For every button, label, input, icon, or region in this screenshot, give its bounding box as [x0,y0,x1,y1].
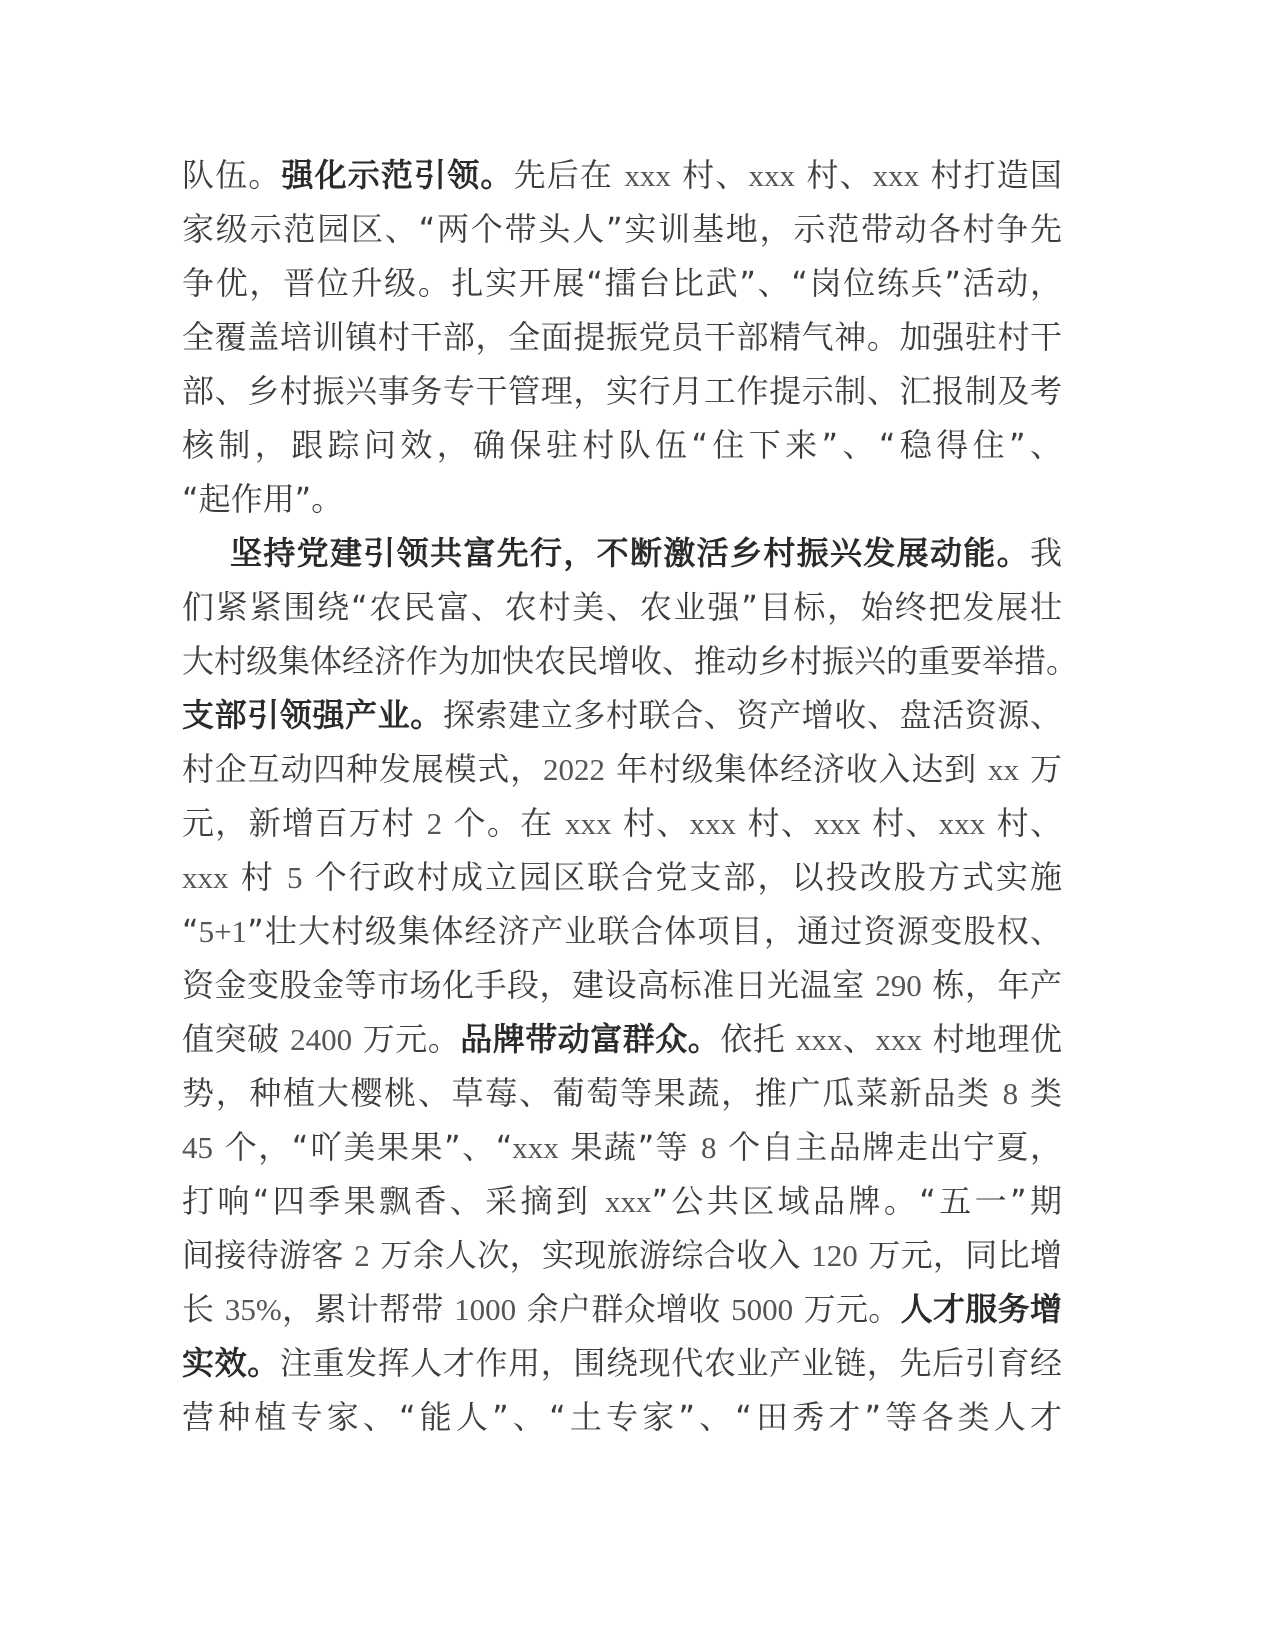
body-text: 个自主品牌走出宁夏， [716,1128,1062,1166]
text-line [182,742,1062,796]
number-text: xxx [564,806,612,841]
number-text: xx [987,752,1019,787]
text-line [182,472,1062,526]
bold-heading-text: 支部引领强产业。 [182,696,443,734]
number-text: xxx [624,158,671,193]
text-line [182,418,1062,472]
body-text: 队伍。 [182,156,282,194]
body-text: 村地理优 [921,1020,1062,1058]
text-line [182,580,1062,634]
number-text: 2 [426,806,443,841]
body-text: 果蔬”等 [558,1128,701,1166]
body-text: 、 [842,1020,876,1058]
number-text: xxx [748,158,795,193]
number-text: 35% [224,1292,282,1327]
body-text: 万元。 [793,1290,901,1328]
number-text: xxx [872,158,920,193]
text-line [182,1174,1062,1228]
text-line [182,634,1079,688]
body-text: 万余人次，实现旅游综合收入 [369,1236,812,1274]
body-text: 依托 [720,1020,796,1058]
text-line [182,958,1062,1012]
text-line [182,310,1062,364]
text-line [182,364,1062,418]
body-text: 探索建立多村联合、资产增收、盘活资源、 [442,696,1062,734]
body-text: 万 [1018,750,1062,788]
body-text: 村、 [795,156,873,194]
body-text: 打响“四季果飘香、采摘到 [182,1182,605,1220]
body-text: 核制，跟踪问效，确保驻村队伍“住下来”、“稳得住”、 [182,426,1062,464]
body-text: 营种植专家、“能人”、“土专家”、“田秀才”等各类人才 [182,1398,1062,1436]
number-text: 2 [354,1238,370,1273]
body-text: 我 [1029,534,1062,572]
text-line [182,526,1062,580]
bold-heading-text: 人才服务增 [900,1290,1062,1328]
bold-heading-text: 品牌带动富群众。 [460,1020,721,1058]
body-text: 村、 [860,804,939,842]
body-text: 村、 [611,804,690,842]
body-text: 余户群众增收 [516,1290,732,1328]
number-text: 2022 [543,752,605,787]
text-line [182,1066,1062,1120]
number-text: 5+1 [198,914,248,949]
body-text: ，累计帮带 [281,1290,455,1328]
number-text: xxx [814,806,861,841]
body-text: 势，种植大樱桃、草莓、葡萄等果蔬，推广瓜菜新品类 [182,1074,1003,1112]
text-line [182,202,1062,256]
number-text: 45 [182,1130,213,1165]
text-line [182,796,1062,850]
number-text: 2400 [290,1022,353,1057]
body-text: 村、 [670,156,749,194]
number-text: xxx [689,806,737,841]
text-line [182,148,1062,202]
body-text: 大村级集体经济作为加快农民增收、推动乡村振兴的重要举措。 [182,642,1079,680]
body-text: 长 [182,1290,225,1328]
text-line [182,904,1062,958]
body-text: 个。在 [442,804,565,842]
number-text: 5 [287,860,303,895]
document-page [182,148,1079,1444]
body-text: 值突破 [182,1020,291,1058]
body-text: 资金变股金等市场化手段，建设高标准日光温室 [182,966,876,1004]
body-text: 村、 [985,804,1062,842]
text-line [182,1120,1062,1174]
number-text: 290 [875,968,922,1003]
body-text: 万元，同比增 [857,1236,1062,1274]
text-line [182,1228,1062,1282]
text-line [182,256,1062,310]
body-text: ”公共区域品牌。“五一”期 [651,1182,1062,1220]
bold-heading-text: 强化示范引领。 [281,156,514,194]
number-text: xxx [604,1184,652,1219]
number-text: 8 [700,1130,717,1165]
body-text: “起作用”。 [182,480,344,518]
text-line [182,688,1062,742]
text-line [182,1282,1062,1336]
body-text: 个，“吖美果果”、“ [213,1128,513,1166]
body-text: 村打造国 [919,156,1062,194]
number-text: 120 [811,1238,858,1273]
body-text: 全覆盖培训镇村干部，全面提振党员干部精气神。加强驻村干 [182,318,1062,356]
body-text: 先后在 [513,156,625,194]
body-text: 类 [1018,1074,1062,1112]
number-text: 5000 [731,1292,794,1327]
body-text: 注重发挥人才作用，围绕现代农业产业链，先后引育经 [279,1344,1062,1382]
bold-heading-text: 实效。 [182,1344,280,1382]
body-text: 栋，年产 [921,966,1062,1004]
body-text: 元，新增百万村 [182,804,427,842]
body-text: 年村级集体经济收入达到 [605,750,988,788]
body-text: “ [182,912,199,950]
body-text: 个行政村成立园区联合党支部，以投改股方式实施 [302,858,1062,896]
body-text: 们紧紧围绕“农民富、农村美、农业强”目标，始终把发展壮 [182,588,1062,626]
text-line [182,850,1062,904]
text-line [182,1390,1062,1444]
body-text: 村、 [736,804,815,842]
body-text: 家级示范园区、“两个带头人”实训基地，示范带动各村争先 [182,210,1062,248]
body-text: 部、乡村振兴事务专干管理，实行月工作提示制、汇报制及考 [182,372,1062,410]
number-text: xxx [938,806,986,841]
number-text: xxx [795,1022,843,1057]
body-text: 争优，晋位升级。扎实开展“擂台比武”、“岗位练兵”活动， [182,264,1062,302]
body-text: ”壮大村级集体经济产业联合体项目，通过资源变股权、 [247,912,1062,950]
body-text: 村 [228,858,288,896]
number-text: xxx [182,860,229,895]
number-text: xxx [875,1022,922,1057]
text-line [182,1012,1062,1066]
body-text: 万元。 [352,1020,461,1058]
number-text: 1000 [454,1292,517,1327]
number-text: 8 [1002,1076,1019,1111]
text-line [182,1336,1062,1390]
body-text: 间接待游客 [182,1236,355,1274]
bold-heading-text: 坚持党建引领共富先行，不断激活乡村振兴发展动能。 [230,534,1030,572]
body-text: 村企互动四种发展模式， [182,750,543,788]
number-text: xxx [512,1130,559,1165]
